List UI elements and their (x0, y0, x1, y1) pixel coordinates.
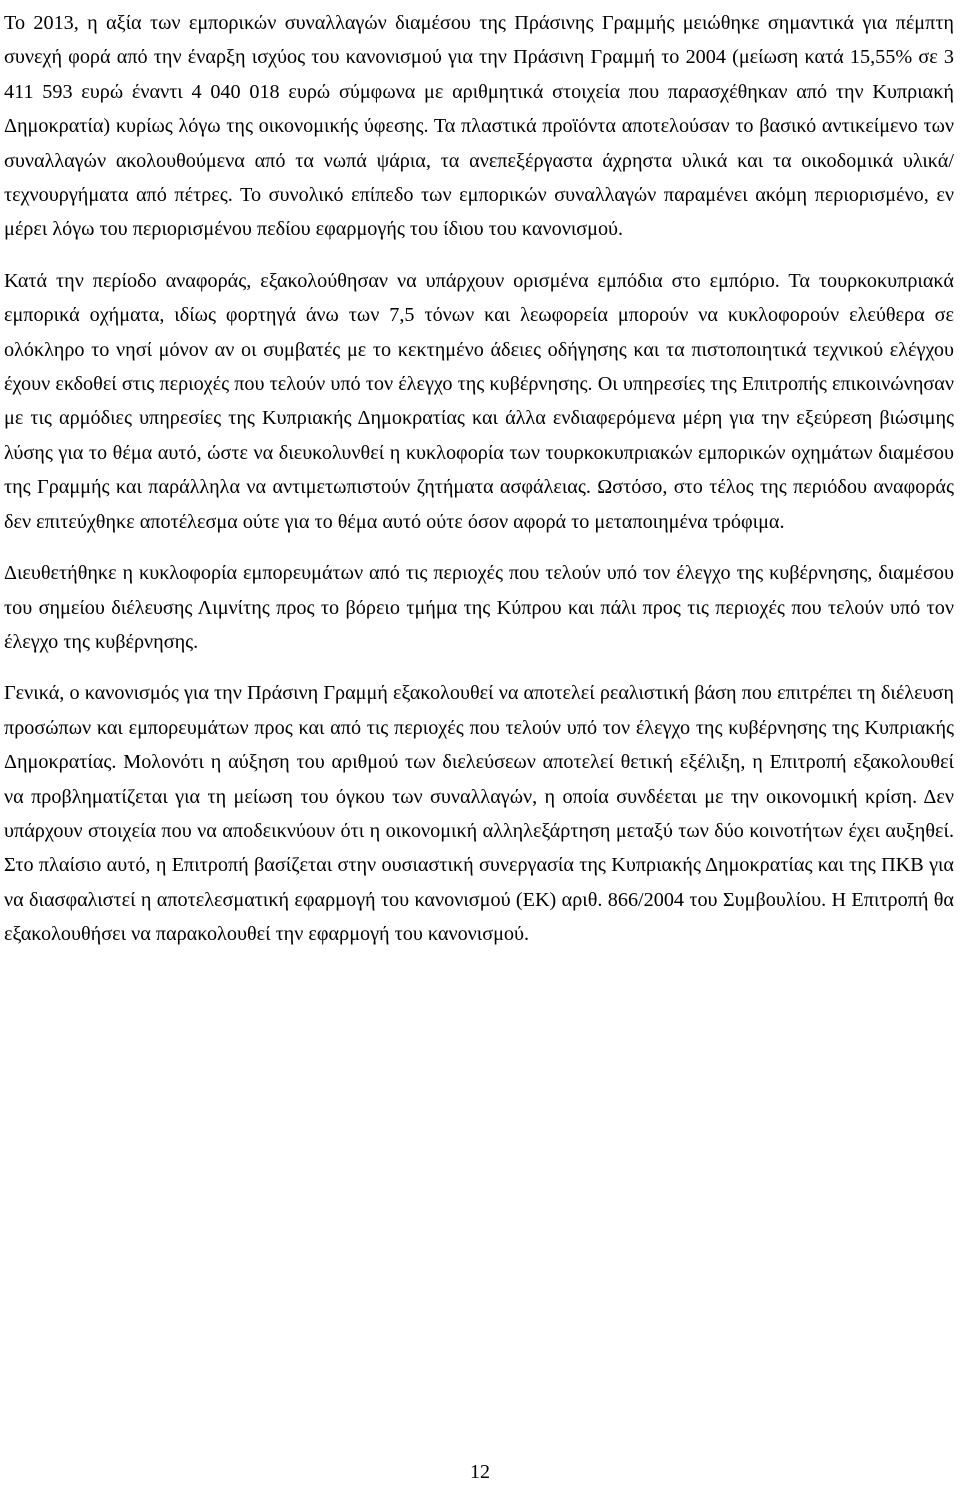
document-body (4, 6, 954, 952)
paragraph-limnitis-crossing: Διευθετήθηκε η κυκλοφορία εμπορευμάτων από τις περιοχές που τελούν υπό τον έλεγχο της κυβέρνησης, διαμέσου του σημείου διέλευσης Λιμνίτης προς το βόρειο τμήμα της Κύπρου και πάλι προς τις περιοχές που τελούν υπό τον έλεγχο της κυβέρνησης. (4, 562, 954, 653)
paragraph-general-assessment: Γενικά, ο κανονισμός για την Πράσινη Γραμμή εξακολουθεί να αποτελεί ρεαλιστική βάση που επιτρέπει τη διέλευση προσώπων και εμπορευμάτων προς και από τις περιοχές που τελούν υπό τον έλεγχο της κυβέρνησης της Κυπριακής Δημοκρατίας. Μολονότι η αύξηση του αριθμού των διελεύσεων αποτελεί θετική εξέλιξη, η Επιτροπή εξακολουθεί να προβληματίζεται για τη μείωση του όγκου των συναλλαγών, η οποία συνδέεται με την οικονομική κρίση. Δεν υπάρχουν στοιχεία που να αποδεικνύουν ότι η οικονομική αλληλεξάρτηση μεταξύ των δύο κοινοτήτων έχει αυξηθεί. Στο πλαίσιο αυτό, η Επιτροπή βασίζεται στην ουσιαστική συνεργασία της Κυπριακής Δημοκρατίας και της ΠΚΒ για να διασφαλιστεί η αποτελεσματική εφαρμογή του κανονισμού (ΕΚ) αριθ. 866/2004 του Συμβουλίου. Η Επιτροπή θα εξακολουθήσει να παρακολουθεί την εφαρμογή του κανονισμού. (4, 682, 954, 946)
paragraph-trade-value: Το 2013, η αξία των εμπορικών συναλλαγών διαμέσου της Πράσινης Γραμμής μειώθηκε σημαντικά για πέμπτη συνεχή φορά από την έναρξη ισχύος του κανονισμού για την Πράσινη Γραμμή το 2004 (μείωση κατά 15,55% σε 3 411 593 ευρώ έναντι 4 040 018 ευρώ σύμφωνα με αριθμητικά στοιχεία που παρασχέθηκαν από την Κυπριακή Δημοκρατία) κυρίως λόγω της οικονομικής ύφεσης. Τα πλαστικά προϊόντα αποτελούσαν το βασικό αντικείμενο των συναλλαγών ακολουθούμενα από τα νωπά ψάρια, τα ανεπεξέργαστα άχρηστα υλικά και τα οικοδομικά υλικά/τεχνουργήματα από πέτρες. Το συνολικό επίπεδο των εμπορικών συναλλαγών παραμένει ακόμη περιορισμένο, εν μέρει λόγω του περιορισμένου πεδίου εφαρμογής του ίδιου του κανονισμού. (4, 12, 954, 241)
page-number: 12 (470, 1461, 490, 1483)
paragraph-trade-obstacles: Κατά την περίοδο αναφοράς, εξακολούθησαν να υπάρχουν ορισμένα εμπόδια στο εμπόριο. Τα τουρκοκυπριακά εμπορικά οχήματα, ιδίως φορτηγά άνω των 7,5 τόνων και λεωφορεία μπορούν να κυκλοφορούν ελεύθερα σε ολόκληρο το νησί μόνον αν οι συμβατές με το κεκτημένο άδειες οδήγησης και τα πιστοποιητικά τεχνικού ελέγχου έχουν εκδοθεί στις περιοχές που τελούν υπό τον έλεγχο της κυβέρνησης. Οι υπηρεσίες της Επιτροπής επικοινώνησαν με τις αρμόδιες υπηρεσίες της Κυπριακής Δημοκρατίας και άλλα ενδιαφερόμενα μέρη για την εξεύρεση βιώσιμης λύσης για το θέμα αυτό, ώστε να διευκολυνθεί η κυκλοφορία των τουρκοκυπριακών εμπορικών οχημάτων διαμέσου της Γραμμής και παράλληλα να αντιμετωπιστούν ζητήματα ασφάλειας. Ωστόσο, στο τέλος της περιόδου αναφοράς δεν επιτεύχθηκε αποτέλεσμα ούτε για το θέμα αυτό ούτε όσον αφορά το μεταποιημένα τρόφιμα. (4, 269, 954, 533)
